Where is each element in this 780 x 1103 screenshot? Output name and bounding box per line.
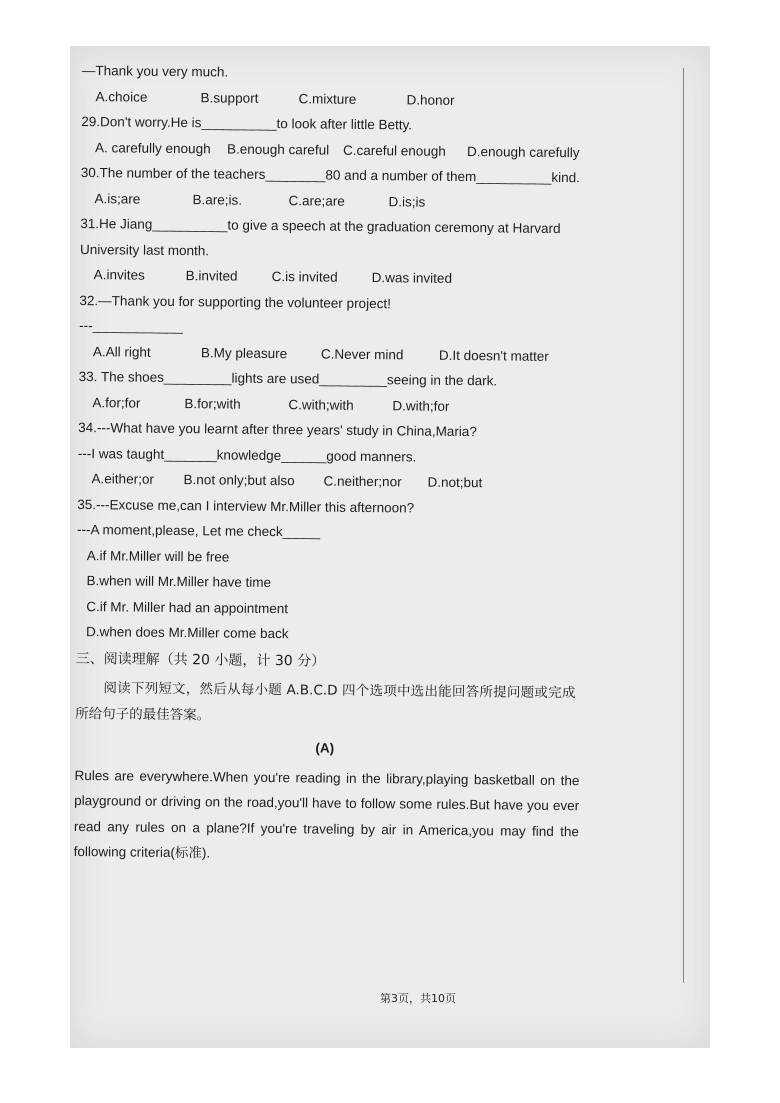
option: D.was invited bbox=[371, 270, 453, 286]
option: A. carefully enough bbox=[94, 139, 211, 156]
q35-option-a: A.if Mr.Miller will be free bbox=[86, 547, 230, 565]
option: C.are;are bbox=[288, 192, 345, 209]
option: A.All right bbox=[92, 343, 151, 360]
q35-option-b: B.when will Mr.Miller have time bbox=[86, 573, 272, 591]
option: C.with;with bbox=[288, 396, 354, 413]
option: D.is;is bbox=[388, 193, 426, 210]
question-32-answer-line: ---____________ bbox=[79, 317, 183, 335]
dialog-line: —Thank you very much. bbox=[81, 62, 229, 80]
option: B.invited bbox=[185, 268, 238, 284]
exam-content bbox=[74, 58, 682, 871]
option: B.not only;but also bbox=[183, 472, 295, 489]
question-34-answer: ---I was taught_______knowledge______good manners. bbox=[77, 445, 417, 465]
option: D.honor bbox=[406, 91, 455, 108]
option: C.Never mind bbox=[320, 346, 404, 362]
option: A.either;or bbox=[91, 471, 154, 487]
option: A.for;for bbox=[92, 394, 141, 411]
option: B.support bbox=[200, 89, 259, 106]
question-33: 33. The shoes_________lights are used_________seeing in the dark. bbox=[78, 368, 498, 389]
option: A.invites bbox=[93, 267, 145, 283]
option: C.neither;nor bbox=[323, 473, 402, 490]
option: B.are;is. bbox=[192, 191, 243, 208]
option: D.not;but bbox=[427, 474, 483, 491]
option: C.mixture bbox=[298, 90, 357, 107]
question-32: 32.—Thank you for supporting the volunteer project! bbox=[79, 292, 391, 311]
option: B.enough careful bbox=[226, 141, 330, 158]
section-3-instructions: 阅读下列短文，然后从每小题 A.B.C.D 四个选项中选出能回答所提问题或完成所给句子的最佳答案。 bbox=[75, 680, 576, 723]
passage-a-label: (A) bbox=[315, 740, 335, 756]
q35-option-c: C.if Mr. Miller had an appointment bbox=[86, 598, 289, 616]
section-3-heading: 三、阅读理解（共 20 小题，计 30 分） bbox=[75, 650, 326, 670]
question-29: 29.Don't worry.He is__________to look after little Betty. bbox=[81, 113, 413, 133]
question-31-cont: University last month. bbox=[79, 241, 210, 258]
option: A.choice bbox=[95, 88, 148, 105]
question-30: 30.The number of the teachers________80 and a number of them__________kind. bbox=[80, 164, 580, 186]
option: C.careful enough bbox=[342, 142, 446, 159]
option: D.enough carefully bbox=[466, 143, 580, 160]
option: B.My pleasure bbox=[200, 344, 288, 361]
question-34: 34.---What have you learnt after three years' study in China,Maria? bbox=[78, 419, 477, 440]
option: A.is;are bbox=[94, 190, 141, 207]
passage-a-text: Rules are everywhere.When you're reading in the library,playing basketball on the playground or driving on the road,you'll have to follow some rules.But have you ever read any rules on a plane?If you're traveling by air in America,you may find the following criteria(标准). bbox=[73, 767, 580, 861]
q35-option-d: D.when does Mr.Miller come back bbox=[85, 624, 289, 642]
option: C.is invited bbox=[271, 268, 338, 285]
question-35: 35.---Excuse me,can I interview Mr.Miller this afternoon? bbox=[77, 496, 415, 516]
question-35-answer: ---A moment,please, Let me check_____ bbox=[76, 521, 321, 540]
margin-line bbox=[683, 68, 684, 983]
option: D.It doesn't matter bbox=[438, 347, 549, 364]
option: B.for;with bbox=[184, 395, 241, 412]
option: D.with;for bbox=[392, 397, 450, 414]
question-31: 31.He Jiang__________to give a speech at the graduation ceremony at Harvard bbox=[80, 215, 561, 237]
page-footer: 第3页，共10页 bbox=[380, 992, 456, 1005]
